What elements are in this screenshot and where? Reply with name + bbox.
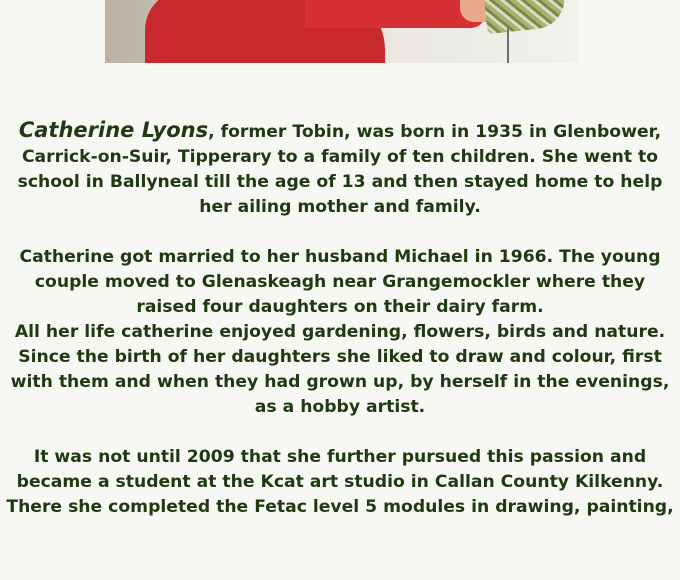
bio-line: Catherine got married to her husband Michael in 1966. The young [19,247,661,267]
bio-line: It was not until 2009 that she further pursued this passion and [33,447,647,467]
artist-name: Catherine Lyons [18,118,209,142]
bio-line: Catherine Lyons, former Tobin, was born in 1935 in Glenbower, [18,118,662,142]
bio-line: her ailing mother and family. [199,197,481,217]
bio-line: Since the birth of her daughters she liked to draw and colour, first [18,347,662,367]
bio-line: with them and when they had grown up, by herself in the evenings, [10,372,670,392]
bio-line: school in Ballyneal till the age of 13 and then stayed home to help [17,172,663,192]
bio-line: All her life catherine enjoyed gardening, flowers, birds and nature. [14,322,666,342]
photo-cord [507,28,509,63]
bio-line: as a hobby artist. [254,397,426,417]
bio-line: raised four daughters on their dairy farm. [136,297,544,317]
biography-text [0,118,680,520]
bio-line: couple moved to Glenaskeagh near Grangemockler where they [34,272,646,292]
photo-arm [305,0,485,28]
bio-line: There she completed the Fetac level 5 modules in drawing, painting, [6,497,674,517]
bio-line: became a student at the Kcat art studio in Callan County Kilkenny. [16,472,664,492]
bio-line: Carrick-on-Suir, Tipperary to a family of ten children. She went to [21,147,659,167]
artist-photo [105,0,578,63]
